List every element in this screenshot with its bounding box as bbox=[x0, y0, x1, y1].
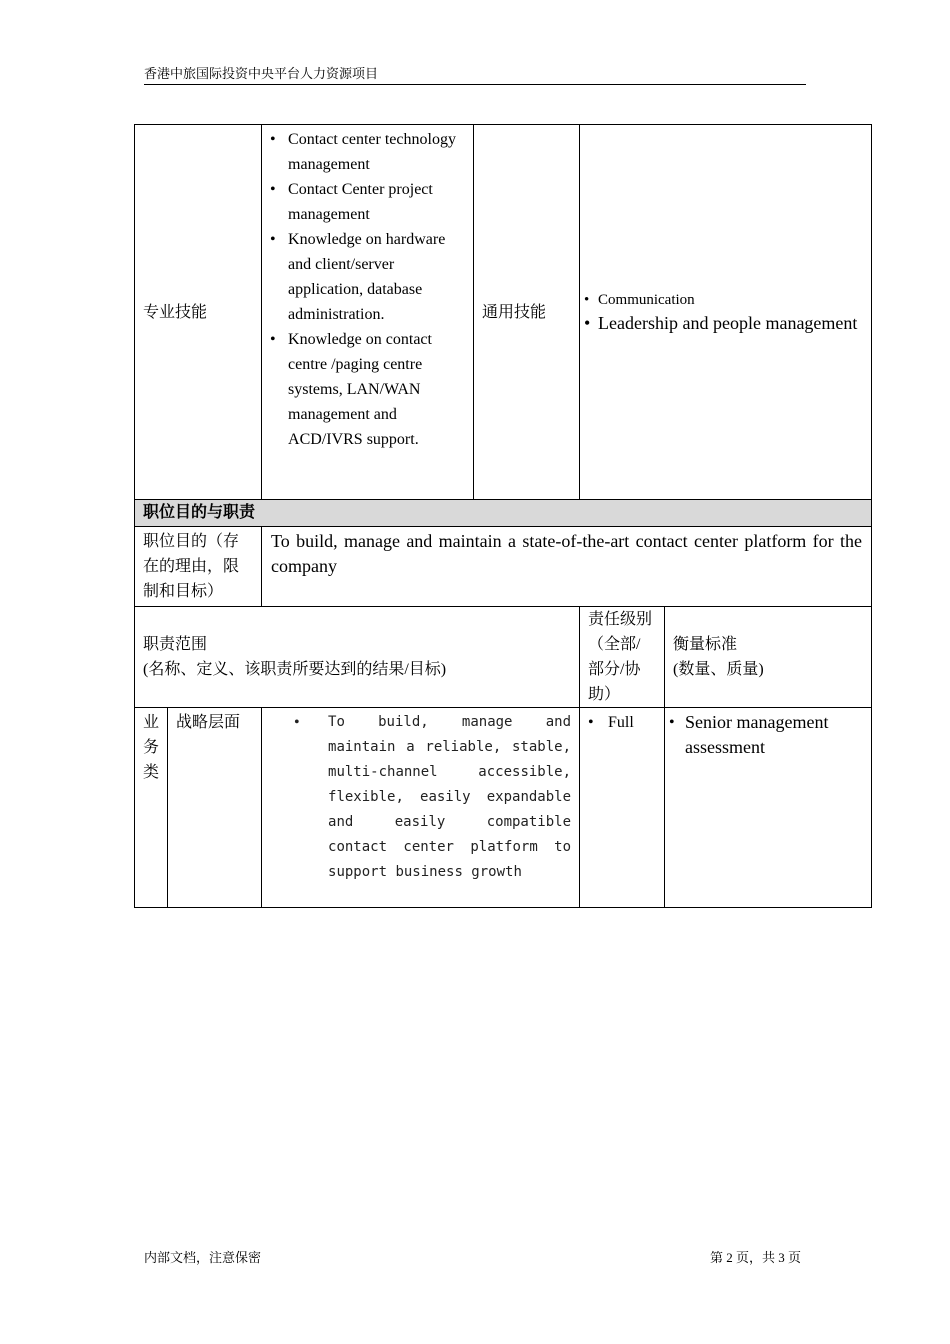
duty-measure-list bbox=[669, 710, 867, 760]
duties-header-row bbox=[135, 607, 872, 708]
job-description-table bbox=[134, 124, 872, 908]
professional-skills-label: 专业技能 bbox=[143, 303, 208, 321]
duty-row bbox=[135, 708, 872, 908]
duty-category-text: 业务类 bbox=[143, 714, 160, 781]
measure-subtitle: (数量、质量) bbox=[673, 661, 764, 678]
duty-scope-header bbox=[135, 607, 580, 708]
general-skills-label: 通用技能 bbox=[482, 303, 547, 321]
list-item: • Knowledge on contact centre /paging centre systems, LAN/WAN management and ACD/IVRS support. bbox=[268, 327, 467, 452]
duty-sublevel: 战略层面 bbox=[168, 708, 262, 908]
responsibility-level-header: 责任级别（全部/部分/协助） bbox=[580, 607, 665, 708]
professional-skills-label-cell bbox=[135, 125, 262, 500]
duty-measure-cell bbox=[665, 708, 872, 908]
duty-description-list bbox=[266, 710, 571, 885]
measure-header bbox=[665, 607, 872, 708]
list-item: • Communication bbox=[584, 289, 867, 311]
list-item: • To build, manage and maintain a reliable, stable, multi-channel accessible, flexible, easily expandable and easily compatible contact center platform to support business growth bbox=[266, 710, 571, 885]
list-item: • Leadership and people management bbox=[584, 311, 867, 336]
list-item: • Knowledge on hardware and client/server application, database administration. bbox=[268, 227, 467, 327]
purpose-text: To build, manage and maintain a state-of-the-art contact center platform for the company bbox=[262, 527, 872, 607]
general-skills-cell bbox=[580, 125, 872, 500]
purpose-row bbox=[135, 527, 872, 607]
duty-level-cell bbox=[580, 708, 665, 908]
duty-level-list bbox=[588, 710, 656, 735]
general-skills-list bbox=[584, 289, 867, 336]
duty-description-cell bbox=[262, 708, 580, 908]
list-item: • Contact Center project management bbox=[268, 177, 467, 227]
professional-skills-cell bbox=[262, 125, 474, 500]
measure-title: 衡量标准 bbox=[673, 636, 738, 653]
general-skills-label-cell bbox=[474, 125, 580, 500]
purpose-label: 职位目的（存在的理由，限制和目标） bbox=[135, 527, 262, 607]
section-title: 职位目的与职责 bbox=[135, 500, 872, 527]
footer-confidential: 内部文档，注意保密 bbox=[144, 1250, 262, 1265]
list-item: • Full bbox=[588, 710, 656, 735]
document-header bbox=[144, 66, 806, 85]
duty-scope-subtitle: (名称、定义、该职责所要达到的结果/目标) bbox=[143, 661, 447, 678]
duty-scope-title: 职责范围 bbox=[143, 636, 208, 653]
skills-row bbox=[135, 125, 872, 500]
footer-page-number: 第 2 页，共 3 页 bbox=[710, 1250, 802, 1265]
duty-category bbox=[135, 708, 168, 908]
header-title: 香港中旅国际投资中央平台人力资源项目 bbox=[144, 66, 379, 81]
list-item: • Senior management assessment bbox=[669, 710, 867, 760]
professional-skills-list bbox=[268, 127, 467, 452]
list-item: • Contact center technology management bbox=[268, 127, 467, 177]
section-header-row bbox=[135, 500, 872, 527]
